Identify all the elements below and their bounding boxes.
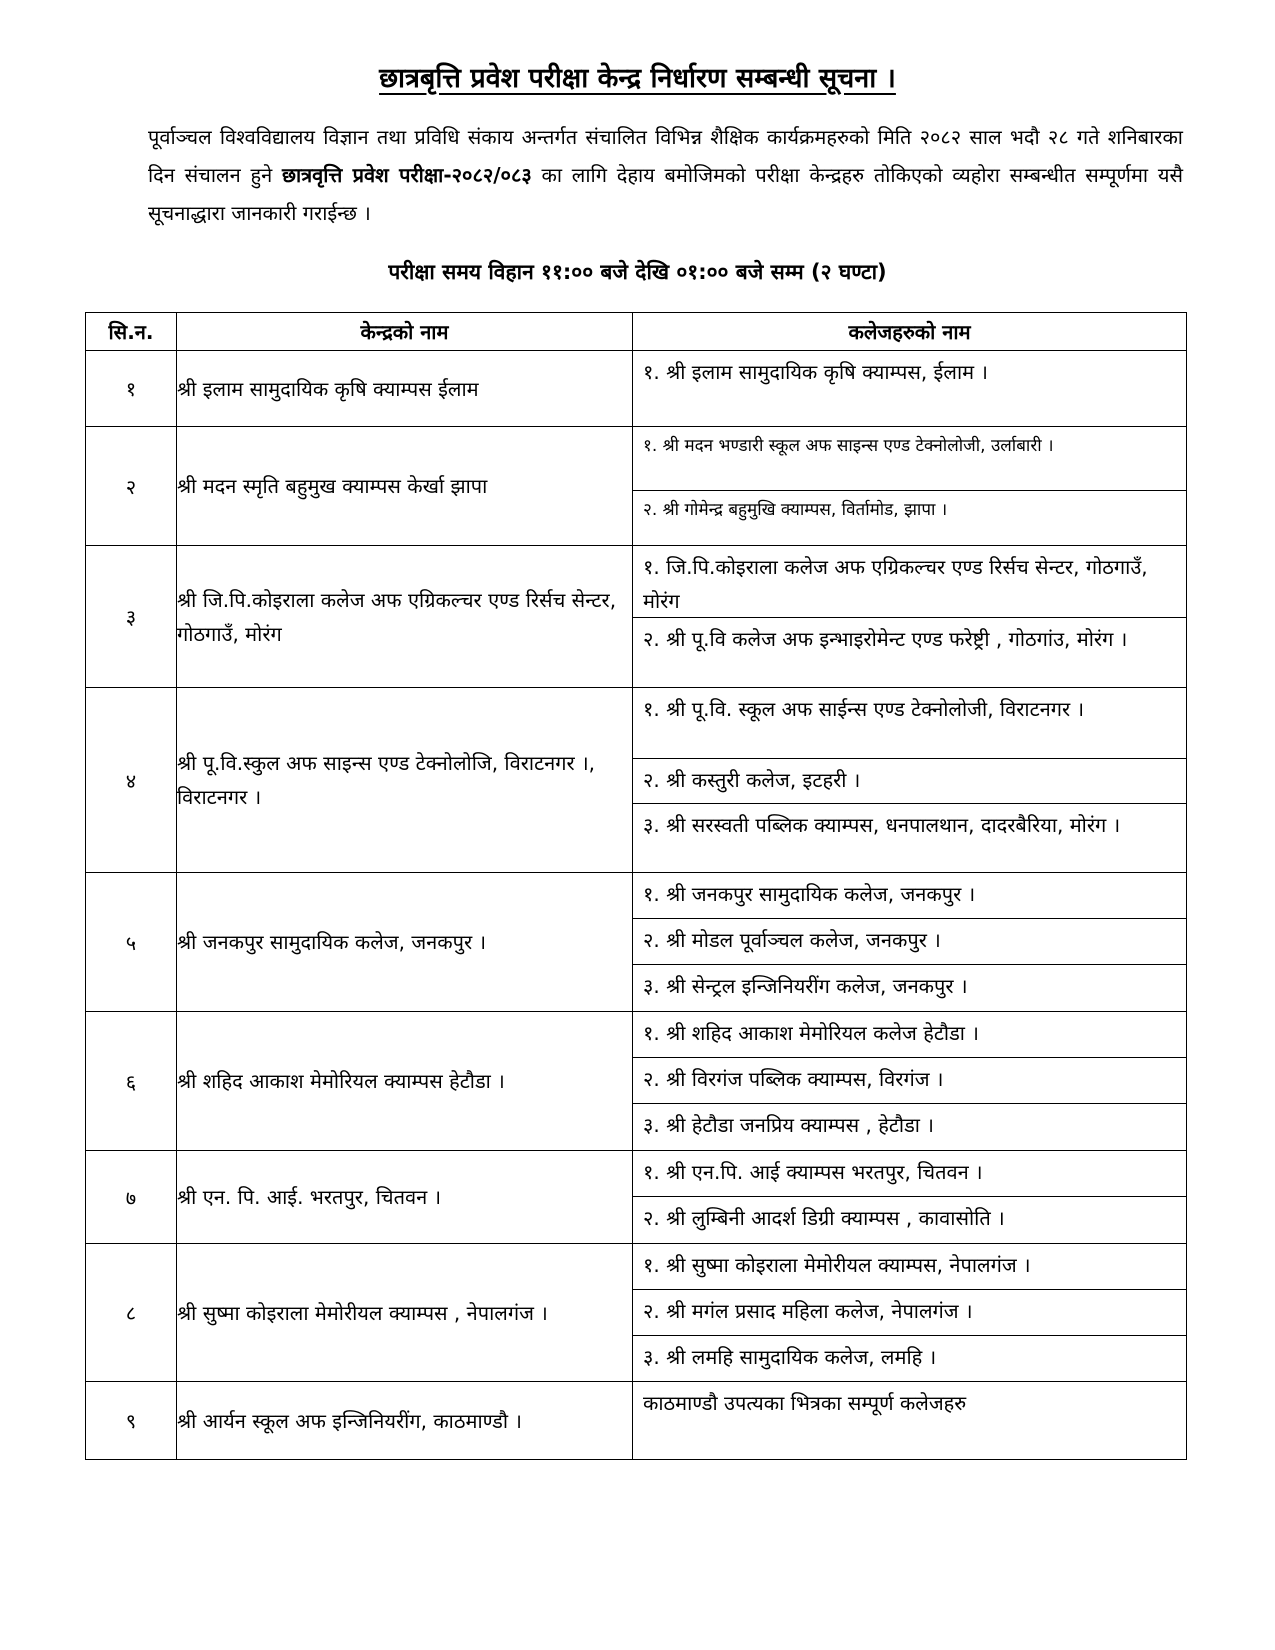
- serial-number: ६: [86, 1012, 177, 1151]
- center-name: श्री आर्यन स्कूल अफ इन्जिनियरींग, काठमाण्डौ ।: [177, 1382, 633, 1460]
- table-row: [86, 688, 1187, 873]
- center-name: श्री सुष्मा कोइराला मेमोरीयल क्याम्पस , नेपालगंज ।: [177, 1244, 633, 1382]
- serial-number: ५: [86, 873, 177, 1012]
- college-item: २. श्री गोमेन्द्र बहुमुखि क्याम्पस, विर्तामोड, झापा ।: [643, 500, 948, 520]
- serial-number: ३: [86, 546, 177, 688]
- table-row: [86, 873, 1187, 1012]
- table-row: [86, 351, 1187, 427]
- table-row: [86, 1382, 1187, 1460]
- header-college-names: कलेजहरुको नाम: [633, 313, 1187, 351]
- table-row: [86, 1244, 1187, 1382]
- college-item: २. श्री पू.वि कलेज अफ इन्भाइरोमेन्ट एण्ड फरेष्ट्री , गोठगांउ, मोरंग ।: [643, 627, 1128, 651]
- header-center-name: केन्द्रको नाम: [177, 313, 633, 351]
- college-item: १. श्री पू.वि. स्कूल अफ साईन्स एण्ड टेक्नोलोजी, विराटनगर ।: [633, 688, 1186, 759]
- college-list: [633, 688, 1187, 873]
- center-name: श्री मदन स्मृति बहुमुख क्याम्पस केर्खा झापा: [177, 427, 633, 546]
- table-header-row: [86, 313, 1187, 351]
- table-row: [86, 1151, 1187, 1244]
- college-item: १. जि.पि.कोइराला कलेज अफ एग्रिकल्चर एण्ड रिर्सच सेन्टर, गोठगाउँ, मोरंग: [633, 546, 1186, 618]
- college-item: १. श्री जनकपुर सामुदायिक कलेज, जनकपुर ।: [633, 873, 1186, 919]
- center-name: श्री शहिद आकाश मेमोरियल क्याम्पस हेटौडा ।: [177, 1012, 633, 1151]
- serial-number: ४: [86, 688, 177, 873]
- college-list: [633, 873, 1187, 1012]
- exam-time: परीक्षा समय विहान ११:०० बजे देखि ०१:०० बजे सम्म (२ घण्टा): [388, 260, 887, 284]
- college-list: [633, 351, 1187, 427]
- college-list: [633, 546, 1187, 688]
- table-row: [86, 427, 1187, 546]
- college-list: [633, 427, 1187, 546]
- college-item: ३. श्री हेटौडा जनप्रिय क्याम्पस , हेटौडा ।: [643, 1113, 934, 1137]
- college-list: [633, 1012, 1187, 1151]
- exam-centers-table: [85, 312, 1187, 1460]
- serial-number: ८: [86, 1244, 177, 1382]
- intro-paragraph: पूर्वाञ्चल विश्वविद्यालय विज्ञान तथा प्रविधि संकाय अन्तर्गत संचालित विभिन्न शैक्षिक कार्यक्रमहरुको मिति २०८२ साल भदौ २८ गते शनिबारका दिन संचालन हुने छात्रवृत्ति प्रवेश परीक्षा-२०८२/०८३ का लागि देहाय बमोजिमको परीक्षा केन्द्रहरु तोकिएको व्यहोरा सम्बन्धीत सम्पूर्णमा यसै सूचनाद्धारा जानकारी गराईन्छ ।: [148, 125, 1183, 225]
- center-name: श्री जनकपुर सामुदायिक कलेज, जनकपुर ।: [177, 873, 633, 1012]
- college-list: [633, 1244, 1187, 1382]
- college-list: [633, 1382, 1187, 1460]
- serial-number: ७: [86, 1151, 177, 1244]
- college-item: १. श्री शहिद आकाश मेमोरियल कलेज हेटौडा ।: [633, 1012, 1186, 1058]
- center-name: श्री एन. पि. आई. भरतपुर, चितवन ।: [177, 1151, 633, 1244]
- college-item: ३. श्री सेन्ट्रल इन्जिनियरींग कलेज, जनकपुर ।: [643, 974, 968, 998]
- college-item: काठमाण्डौ उपत्यका भित्रका सम्पूर्ण कलेजहरु: [643, 1391, 967, 1415]
- notice-title: छात्रबृत्ति प्रवेश परीक्षा केन्द्र निर्धारण सम्बन्धी सूचना ।: [379, 63, 896, 94]
- center-name: श्री पू.वि.स्कुल अफ साइन्स एण्ड टेक्नोलोजि, विराटनगर ।, विराटनगर ।: [177, 688, 633, 873]
- college-item: ३. श्री लमहि सामुदायिक कलेज, लमहि ।: [643, 1345, 937, 1369]
- college-item: १. श्री एन.पि. आई क्याम्पस भरतपुर, चितवन ।: [633, 1151, 1186, 1197]
- table-row: [86, 546, 1187, 688]
- serial-number: १: [86, 351, 177, 427]
- exam-name: छात्रवृत्ति प्रवेश परीक्षा-२०८२/०८३: [281, 163, 532, 187]
- college-item: ३. श्री सरस्वती पब्लिक क्याम्पस, धनपालथान, दादरबैरिया, मोरंग ।: [643, 813, 1121, 837]
- college-item: २. श्री मगंल प्रसाद महिला कलेज, नेपालगंज ।: [633, 1290, 1186, 1336]
- header-serial: सि.न.: [86, 313, 177, 351]
- college-item: २. श्री विरगंज पब्लिक क्याम्पस, विरगंज ।: [633, 1058, 1186, 1104]
- college-list: [633, 1151, 1187, 1244]
- serial-number: २: [86, 427, 177, 546]
- college-item: १. श्री सुष्मा कोइराला मेमोरीयल क्याम्पस, नेपालगंज ।: [633, 1244, 1186, 1290]
- center-name: श्री इलाम सामुदायिक कृषि क्याम्पस ईलाम: [177, 351, 633, 427]
- college-item: २. श्री मोडल पूर्वाञ्चल कलेज, जनकपुर ।: [633, 919, 1186, 965]
- college-item: २. श्री कस्तुरी कलेज, इटहरी ।: [633, 759, 1186, 804]
- center-name: श्री जि.पि.कोइराला कलेज अफ एग्रिकल्चर एण्ड रिर्सच सेन्टर, गोठगाउँ, मोरंग: [177, 546, 633, 688]
- college-item: १. श्री इलाम सामुदायिक कृषि क्याम्पस, ईलाम ।: [643, 360, 989, 384]
- table-row: [86, 1012, 1187, 1151]
- college-item: १. श्री मदन भण्डारी स्कूल अफ साइन्स एण्ड टेक्नोलोजी, उर्लाबारी ।: [633, 427, 1186, 491]
- serial-number: ९: [86, 1382, 177, 1460]
- college-item: २. श्री लुम्बिनी आदर्श डिग्री क्याम्पस , कावासोति ।: [643, 1206, 1005, 1230]
